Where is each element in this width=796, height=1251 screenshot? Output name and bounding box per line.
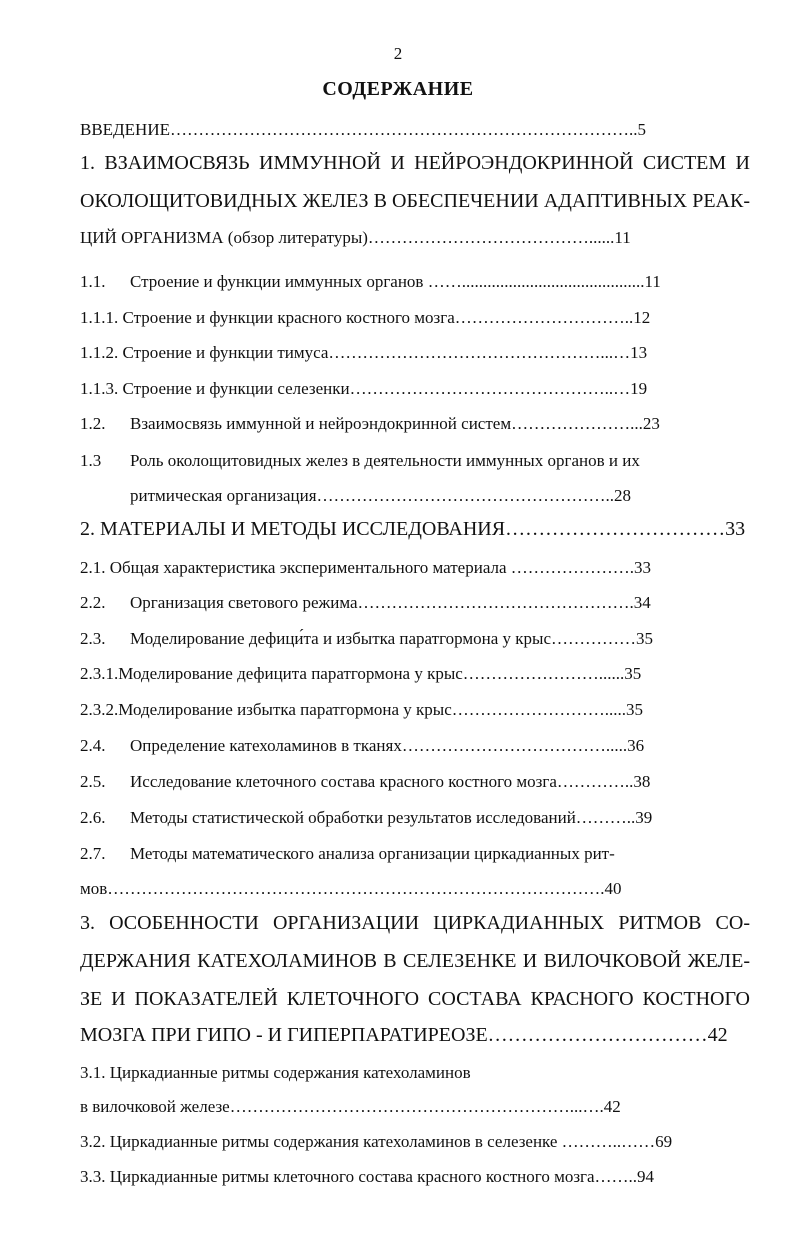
toc-entry-number: 2.6. [80,808,106,827]
toc-entry-number: 1.1. [80,272,106,291]
toc-entry-text: Исследование клеточного состава красного костного мозга…………..38 [130,772,651,791]
toc-entry-3-2: 3.2. Циркадианные ритмы содержания катехоламинов в селезенке ………..……69 [80,1132,673,1151]
toc-entry-3-1: 3.1. Циркадианные ритмы содержания катехоламинов [80,1063,471,1082]
toc-entry-3-1-continued: в вилочковой железе……………………………………………………...….42 [80,1097,621,1116]
page-number: 2 [393,44,403,63]
toc-entry-text: Методы статистической обработки результатов исследований………..39 [130,808,653,827]
toc-chapter-1-line-2: ОКОЛОЩИТОВИДНЫХ ЖЕЛЕЗ В ОБЕСПЕЧЕНИИ АДАПТИВНЫХ РЕАК- [80,190,750,212]
toc-entry-text: Моделирование дефици́та и избытка паратгормона у крыс……………35 [130,629,654,648]
toc-entry-number: 2.7. [80,844,106,863]
toc-entry-2-6 [80,808,750,828]
toc-entry-2-3-2: 2.3.2.Моделирование избытка паратгормона у крыс……………………….....35 [80,700,644,719]
toc-entry-1-1-2: 1.1.2. Строение и функции тимуса…………………………………………...…13 [80,343,648,362]
toc-entry-2-3 [80,629,750,649]
toc-entry-text: Методы математического анализа организации циркадианных рит- [130,844,615,863]
toc-chapter-3-line-4: МОЗГА ПРИ ГИПО - И ГИПЕРПАРАТИРЕОЗЕ……………………………42 [80,1024,728,1046]
toc-chapter-3-line-2: ДЕРЖАНИЯ КАТЕХОЛАМИНОВ В СЕЛЕЗЕНКЕ И ВИЛОЧКОВОЙ ЖЕЛЕ- [80,950,750,972]
toc-entry-intro: ВВЕДЕНИЕ………………………………………………………………………..5 [80,120,646,139]
toc-chapter-1-line-3: ЦИЙ ОРГАНИЗМА (обзор литературы)…………………………………......11 [80,228,631,247]
toc-entry-2-3-1: 2.3.1.Моделирование дефицита паратгормона у крыс……………………......35 [80,664,642,683]
toc-entry-1-1-3: 1.1.3. Строение и функции селезенки………………………………………..…19 [80,379,648,398]
toc-entry-2-1: 2.1. Общая характеристика экспериментального материала ………………….33 [80,558,652,577]
toc-chapter-3-line-3: ЗЕ И ПОКАЗАТЕЛЕЙ КЛЕТОЧНОГО СОСТАВА КРАСНОГО КОСТНОГО [80,988,750,1010]
toc-entry-text: Строение и функции иммунных органов ……...........................................11 [130,272,661,291]
toc-entry-2-7-continued: мов…………………………………………………………………………….40 [80,879,622,898]
toc-entry-3-3: 3.3. Циркадианные ритмы клеточного состава красного костного мозга……..94 [80,1167,655,1186]
toc-entry-text: Взаимосвязь иммунной и нейроэндокринной систем…………………...23 [130,414,660,433]
toc-entry-text: Определение катехоламинов в тканях……………………………….....36 [130,736,645,755]
toc-entry-number: 2.3. [80,629,106,648]
toc-chapter-3-line-1: 3. ОСОБЕННОСТИ ОРГАНИЗАЦИИ ЦИРКАДИАННЫХ РИТМОВ СО- [80,912,750,934]
toc-entry-number: 1.3 [80,451,102,470]
toc-entry-1-2 [80,414,750,434]
toc-entry-1-3-continued: ритмическая организация……………………………………………..28 [130,486,632,505]
toc-entry-number: 1.2. [80,414,106,433]
toc-entry-2-5 [80,772,750,792]
toc-entry-2-4 [80,736,750,756]
toc-entry-number: 2.2. [80,593,106,612]
toc-entry-2-2 [80,593,750,613]
page-title: СОДЕРЖАНИЕ [322,78,474,100]
toc-entry-1-1-1: 1.1.1. Строение и функции красного костного мозга…………………………..12 [80,308,651,327]
toc-entry-1-1 [80,272,750,292]
toc-entry-number: 2.4. [80,736,106,755]
toc-entry-text: Организация светового режима………………………………………….34 [130,593,651,612]
toc-entry-text: Роль околощитовидных желез в деятельности иммунных органов и их [130,451,640,470]
toc-chapter-1-line-1: 1. ВЗАИМОСВЯЗЬ ИММУННОЙ И НЕЙРОЭНДОКРИННОЙ СИСТЕМ И [80,152,750,174]
toc-entry-1-3 [80,451,750,471]
toc-entry-2-7 [80,844,750,864]
toc-chapter-2: 2. МАТЕРИАЛЫ И МЕТОДЫ ИССЛЕДОВАНИЯ……………………………33 [80,518,746,540]
toc-entry-number: 2.5. [80,772,106,791]
